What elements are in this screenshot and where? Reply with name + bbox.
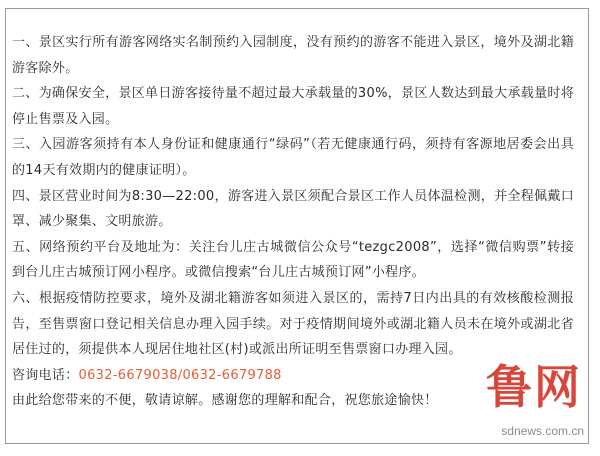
- notice-item-5: 五、网络预约平台及地址为：关注台儿庄古城微信公众号“tezgc2008”，选择“微信购票”转接到台儿庄古城预订网小程序。或微信搜索“台儿庄古城预订网”小程序。: [12, 239, 574, 281]
- notice-item-4: 四、景区营业时间为8:30—22:00，游客进入景区须配合景区工作人员体温检测，并全程佩戴口罩、减少聚集、文明旅游。: [12, 188, 574, 230]
- notice-content: [12, 30, 574, 414]
- phone-numbers: 0632-6679038/0632-6679788: [78, 367, 282, 383]
- watermark-logo: 鲁网: [486, 360, 582, 414]
- notice-item-6: 六、根据疫情防控要求，境外及湖北籍游客如须进入景区的，需持7日内出具的有效核酸检测报告，至售票窗口登记相关信息办理入园手续。对于疫情期间境外或湖北籍人员未在境外或湖北省居住过的，须提供本人现居住地社区(村)或派出所证明至售票窗口办理入园。: [12, 290, 574, 358]
- notice-item-2: 二、为确保安全，景区单日游客接待量不超过最大承载量的30%，景区人数达到最大承载量时将停止售票及入园。: [12, 86, 574, 127]
- phone-label: 咨询电话：: [12, 367, 79, 383]
- notice-item-1: 一、景区实行所有游客网络实名制预约入园制度，没有预约的游客不能进入景区，境外及湖北籍游客除外。: [12, 35, 574, 76]
- watermark-url: sdnews.com.cn: [501, 424, 584, 438]
- watermark: [466, 362, 586, 448]
- closing-line: 由此给您带来的不便，敬请谅解。感谢您的理解和配合，祝您旅途愉快！: [12, 393, 438, 409]
- notice-item-3: 三、入园游客须持有本人身份证和健康通行“绿码”（若无健康通行码，须持有客源地居委会出具的14天有效期内的健康证明）。: [12, 137, 574, 178]
